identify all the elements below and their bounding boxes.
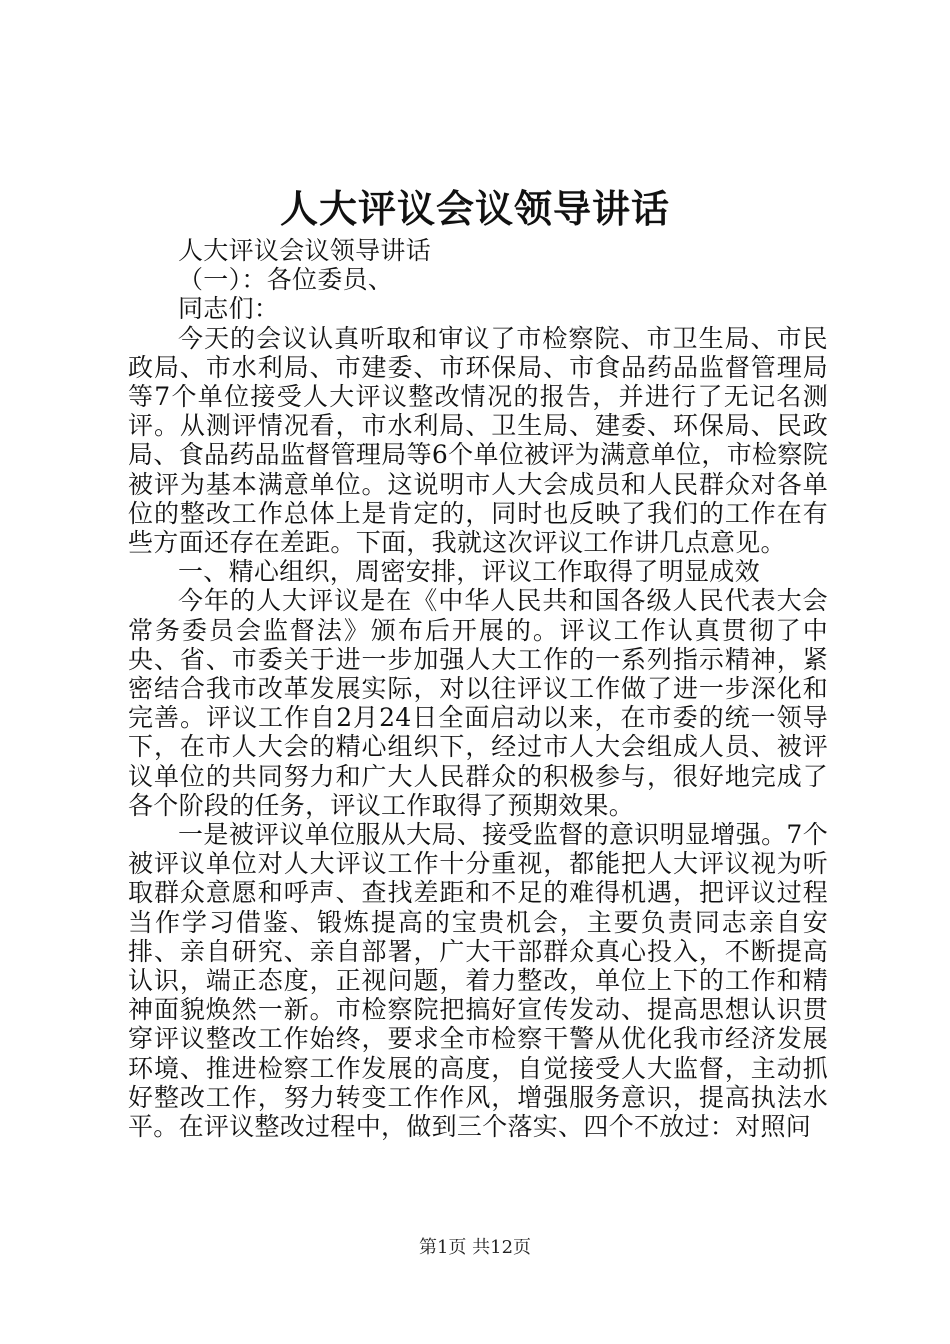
document-body: [128, 236, 828, 1141]
paragraph-body: 一是被评议单位服从大局、接受监督的意识明显增强。7个被评议单位对人大评议工作十分重视，都能把人大评议视为听取群众意愿和呼声、查找差距和不足的难得机遇，把评议过程当作学习借鉴、锻炼提高的宝贵机会，主要负责同志亲自安排、亲自研究、亲自部署，广大干部群众真心投入，不断提高认识，端正态度，正视问题，着力整改，单位上下的工作和精神面貌焕然一新。市检察院把搞好宣传发动、提高思想认识贯穿评议整改工作始终，要求全市检察干警从优化我市经济发展环境、推进检察工作发展的高度，自觉接受人大监督，主动抓好整改工作，努力转变工作作风，增强服务意识，提高执法水平。在评议整改过程中，做到三个落实、四个不放过：对照问: [128, 820, 828, 1142]
section-heading: 一、精心组织，周密安排，评议工作取得了明显成效: [178, 557, 760, 587]
paragraph-salutation-2: 同志们：: [178, 294, 280, 324]
paragraph-salutation: （一）：各位委员、: [178, 265, 394, 295]
page-footer: 第1页 共12页: [418, 1237, 532, 1258]
paragraph-subtitle: 人大评议会议领导讲话: [178, 236, 432, 265]
paragraph-intro: 今天的会议认真听取和审议了市检察院、市卫生局、市民政局、市水利局、市建委、市环保局、市食品药品监督管理局等7个单位接受人大评议整改情况的报告，并进行了无记名测评。从测评情况看，市水利局、卫生局、建委、环保局、民政局、食品药品监督管理局等6个单位被评为满意单位，市检察院被评为基本满意单位。这说明市人大会成员和人民群众对各单位的整改工作总体上是肯定的，同时也反映了我们的工作在有些方面还存在差距。下面，我就这次评议工作讲几点意见。: [128, 323, 828, 558]
page-title: 人大评议会议领导讲话: [279, 186, 670, 231]
paragraph-body: 今年的人大评议是在《中华人民共和国各级人民代表大会常务委员会监督法》颁布后开展的。评议工作认真贯彻了中央、省、市委关于进一步加强人大工作的一系列指示精神，紧密结合我市改革发展实际，对以往评议工作做了进一步深化和完善。评议工作自2月24日全面启动以来，在市委的统一领导下，在市人大会的精心组织下，经过市人大会组成人员、被评议单位的共同努力和广大人民群众的积极参与，很好地完成了各个阶段的任务，评议工作取得了预期效果。: [128, 586, 828, 820]
